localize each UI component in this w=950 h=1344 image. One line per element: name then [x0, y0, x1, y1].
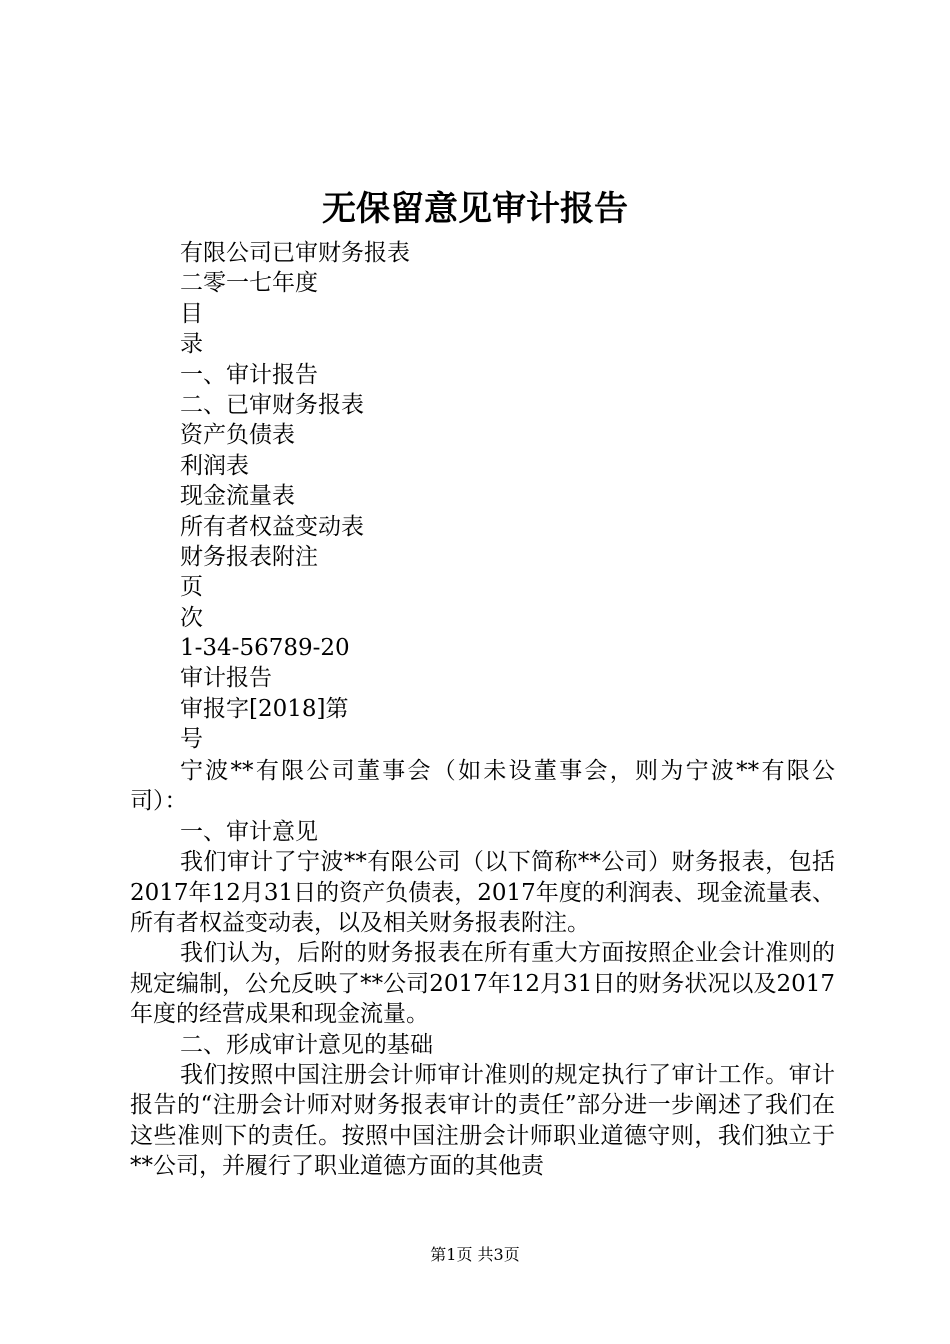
- toc-line: 财务报表附注: [180, 543, 318, 570]
- table-of-contents: [180, 238, 410, 755]
- addressee-paragraph: 宁波**有限公司董事会（如未设董事会，则为宁波**有限公司）：: [130, 758, 835, 815]
- toc-line: 所有者权益变动表: [180, 513, 364, 540]
- body-paragraph: 我们认为，后附的财务报表在所有重大方面按照企业会计准则的规定编制，公允反映了**公司2017年12月31日的财务状况以及2017年度的经营成果和现金流量。: [130, 940, 835, 1028]
- page-footer: 第1页 共3页: [430, 1245, 520, 1264]
- section-heading-opinion: 一、审计意见: [180, 818, 318, 845]
- toc-line: 录: [180, 331, 203, 358]
- toc-line: 现金流量表: [180, 483, 295, 510]
- toc-line: 有限公司已审财务报表: [180, 240, 410, 266]
- toc-line: 号: [180, 726, 203, 753]
- body-paragraph: 我们审计了宁波**有限公司（以下简称**公司）财务报表，包括2017年12月31日的资产负债表，2017年度的利润表、现金流量表、所有者权益变动表，以及相关财务报表附注。: [130, 849, 835, 937]
- toc-line: 1-34-56789-20: [180, 635, 350, 662]
- toc-line: 资产负债表: [180, 422, 295, 449]
- toc-line: 二零一七年度: [180, 270, 318, 297]
- toc-line: 二、已审财务报表: [180, 391, 364, 418]
- section-heading-basis: 二、形成审计意见的基础: [180, 1031, 433, 1058]
- toc-line: 审报字[2018]第: [180, 695, 349, 722]
- page-title: 无保留意见审计报告: [322, 189, 628, 229]
- report-body: [130, 756, 835, 1182]
- body-paragraph: 我们按照中国注册会计师审计准则的规定执行了审计工作。审计报告的“注册会计师对财务报表审计的责任”部分进一步阐述了我们在这些准则下的责任。按照中国注册会计师职业道德守则，我们独立于**公司，并履行了职业道德方面的其他责: [130, 1062, 835, 1180]
- toc-line: 审计报告: [180, 665, 272, 692]
- toc-line: 目: [180, 300, 203, 327]
- toc-line: 次: [180, 604, 203, 631]
- toc-line: 一、审计报告: [180, 361, 318, 388]
- toc-line: 页: [180, 574, 203, 601]
- toc-line: 利润表: [180, 452, 249, 479]
